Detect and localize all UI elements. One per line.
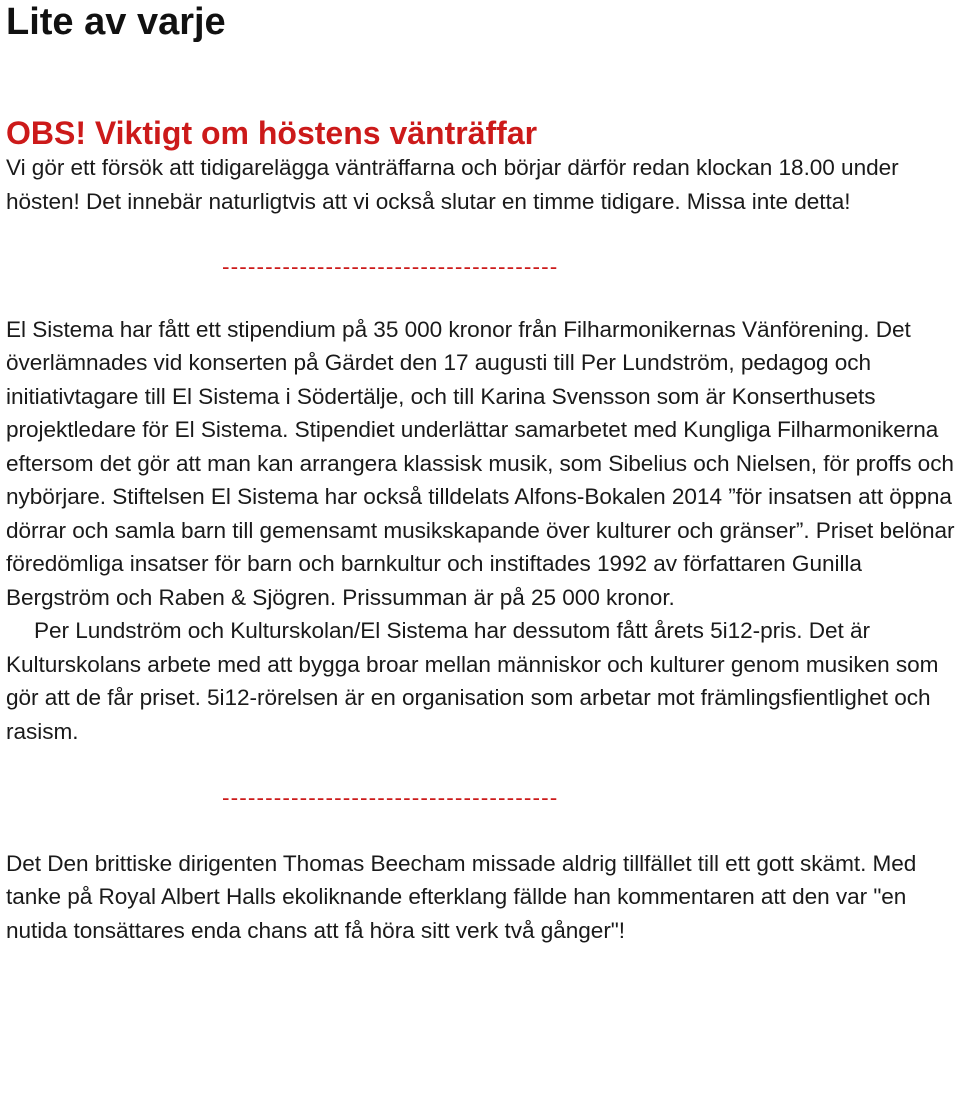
- el-sistema-paragraph: El Sistema har fått ett stipendium på 35 000 kronor från Filharmonikernas Vänförening. Det överlämnades vid konserten på Gärdet den 17 augusti till Per Lundström, pedagog och initiativtagare till El Sistema i Södertälje, och till Karina Svensson som är Konserthusets projektledare för El Sistema. Stipendiet underlättar samarbetet med Kungliga Filharmonikerna eftersom det gör att man kan arrangera klassisk musik, som Sibelius och Nielsen, för proffs och nybörjare. Stiftelsen El Sistema har också tilldelats Alfons-Bokalen 2014 ”för insatsen att öppna dörrar och samla barn till gemensamt musikskapande över kulturer och gränser”. Priset belönar föredömliga insatser för barn och barnkultur och instiftades 1992 av författaren Gunilla Bergström och Raben & Sjögren. Prissumman är på 25 000 kronor.: [6, 316, 955, 610]
- section-divider: ---------------------------------------: [222, 254, 559, 279]
- section-divider: ---------------------------------------: [222, 785, 559, 810]
- notice-text: Vi gör ett försök att tidigarelägga vänträffarna och börjar därför redan klockan 18.00 under hösten! Det innebär naturligtvis att vi också slutar en timme tidigare. Missa inte detta!: [6, 155, 899, 214]
- kulturskolan-paragraph: Per Lundström och Kulturskolan/El Sistema har dessutom fått årets 5i12-pris. Det är Kulturskolans arbete med att bygga broar mellan människor och kulturer genom musiken som gör att de får priset. 5i12-rörelsen är en organisation som arbetar mot främlingsfientlighet och rasism.: [6, 618, 939, 744]
- page-title: Lite av varje: [6, 1, 226, 43]
- page: [6, 0, 956, 947]
- beecham-anecdote: Det Den brittiske dirigenten Thomas Beecham missade aldrig tillfället till ett gott skämt. Med tanke på Royal Albert Halls ekoliknande efterklang fällde han kommentaren att den var "en nutida tonsättares enda chans att få höra sitt verk två gånger"!: [6, 850, 917, 943]
- notice-title: OBS! Viktigt om höstens vänträffar: [6, 115, 538, 151]
